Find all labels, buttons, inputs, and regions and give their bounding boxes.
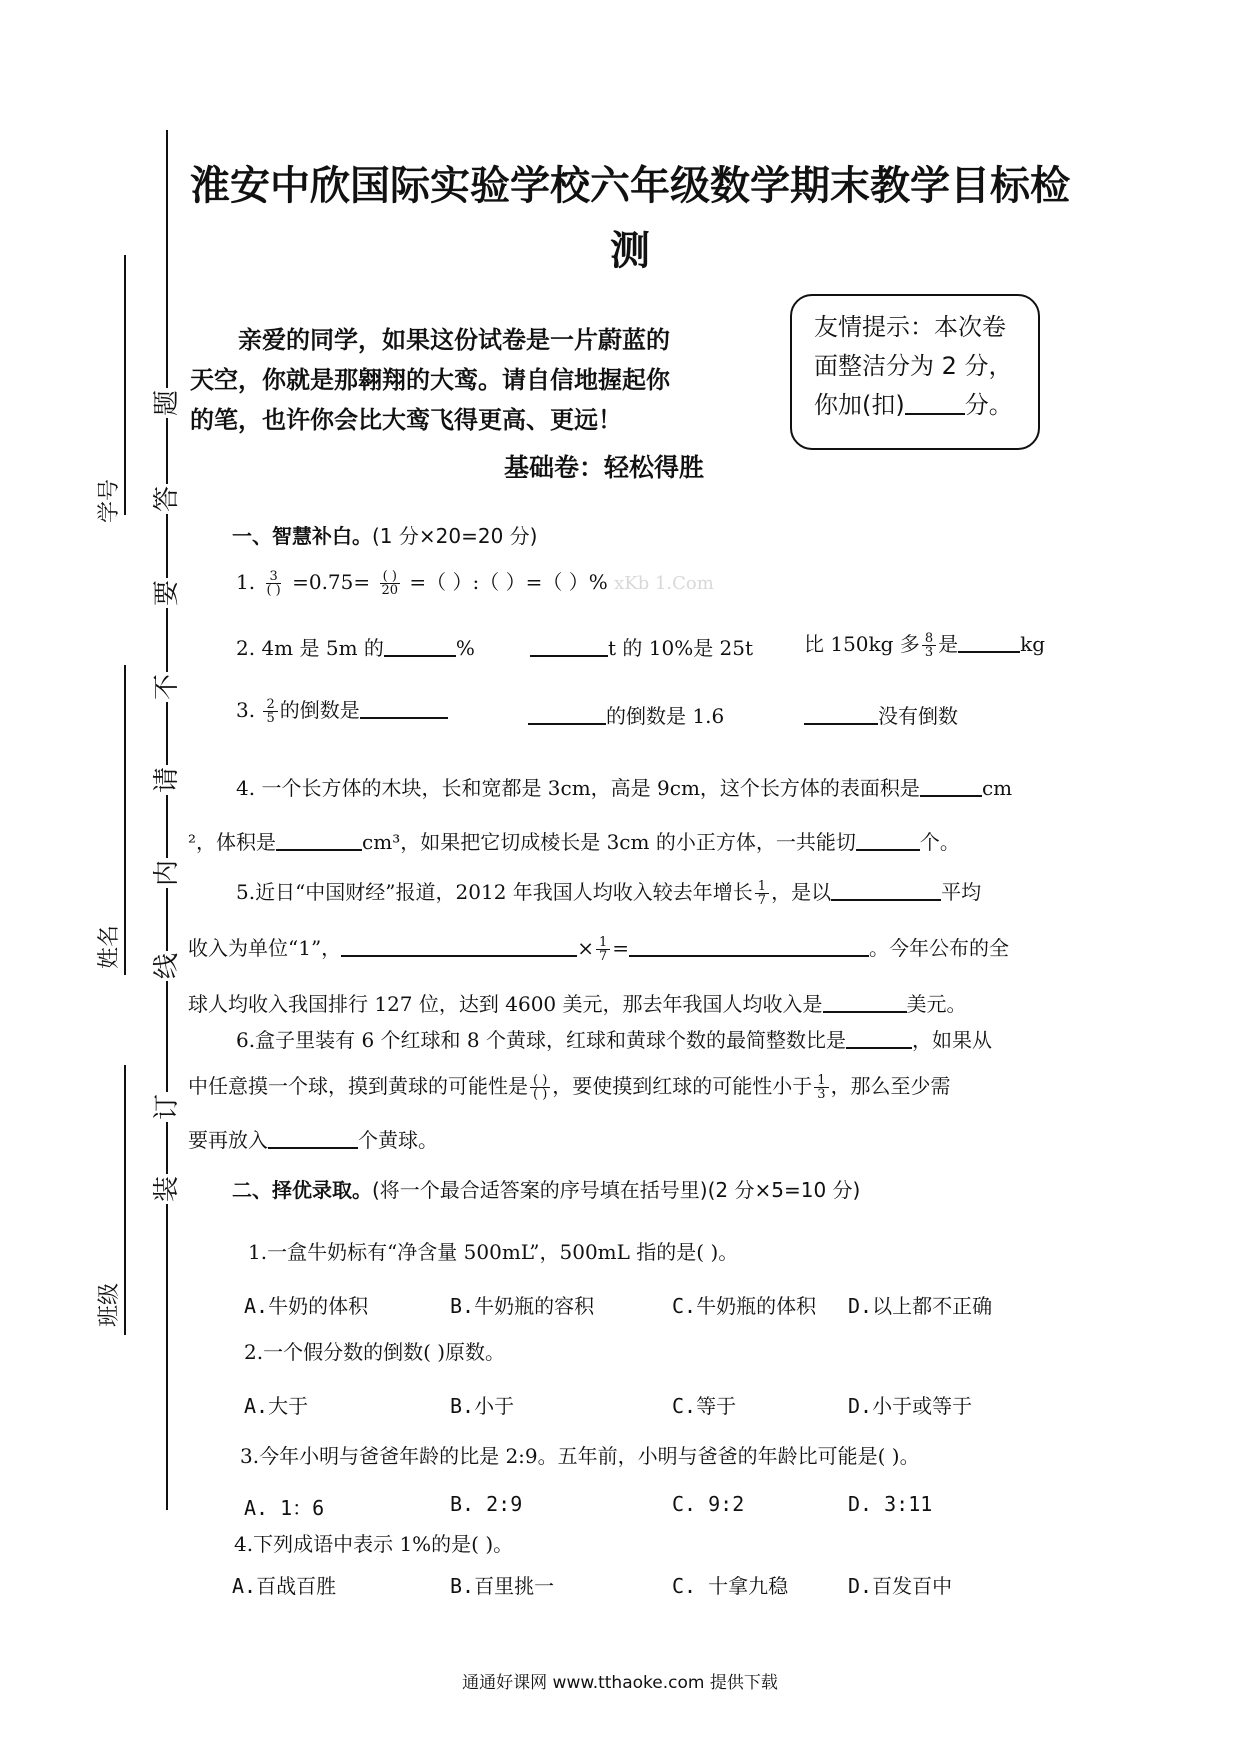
q5-text: = xyxy=(612,936,629,960)
fraction-numerator: 3 xyxy=(266,570,280,584)
question-6-line2 xyxy=(188,1070,951,1101)
fraction-denominator: 5 xyxy=(266,711,275,726)
seal-char: 订 xyxy=(152,1094,182,1121)
q6-text: ，那么至少需 xyxy=(830,1074,951,1098)
question-6-line3 xyxy=(188,1124,438,1153)
probability-fraction[interactable] xyxy=(530,1074,550,1101)
mc-option[interactable]: B.百里挑一 xyxy=(450,1574,555,1598)
q1-text: =（ ）:（ ）=（ ）% xyxy=(409,570,608,594)
mc-option[interactable]: A.百战百胜 xyxy=(232,1574,337,1598)
mc-option[interactable]: B. 2:9 xyxy=(450,1492,523,1516)
fraction-denominator: 7 xyxy=(598,949,608,964)
fraction-numerator: 8 xyxy=(922,632,936,646)
question-5-line2 xyxy=(188,932,1009,963)
question-number: 1. xyxy=(236,570,256,594)
section-subtitle: 基础卷：轻松得胜 xyxy=(504,453,705,482)
question-2c xyxy=(804,628,1045,659)
seal-char: 线 xyxy=(152,953,182,980)
mc-option[interactable]: C.牛奶瓶的体积 xyxy=(672,1294,817,1318)
q4-text: 个。 xyxy=(919,830,960,854)
answer-blank[interactable] xyxy=(804,703,878,725)
fraction xyxy=(814,1074,828,1101)
answer-blank[interactable] xyxy=(360,697,448,719)
fraction-numerator[interactable]: ( ) xyxy=(530,1074,550,1088)
question-2b xyxy=(530,632,753,661)
question-5-line1 xyxy=(236,876,981,907)
q5-text: 收入为单位“1”， xyxy=(188,936,342,960)
mc-question: 2.一个假分数的倒数( )原数。 xyxy=(244,1340,506,1364)
intro-line: 的笔，也许你会比大鸾飞得更高、更远！ xyxy=(190,406,622,434)
question-3 xyxy=(236,694,448,725)
fraction-numerator: 2 xyxy=(263,698,277,712)
class-label: 班级 xyxy=(97,1283,122,1328)
fraction-numerator[interactable]: ( ) xyxy=(380,570,400,584)
q2-text: 是 xyxy=(938,632,959,656)
q5-text: 球人均收入我国排行 127 位，达到 4600 美元，那去年我国人均收入是 xyxy=(188,992,823,1016)
fraction-denominator: 20 xyxy=(381,583,399,598)
fraction xyxy=(263,698,277,725)
q6-text: 6.盒子里装有 6 个红球和 8 个黄球，红球和黄球个数的最简整数比是 xyxy=(236,1028,846,1052)
intro-line: 亲爱的同学，如果这份试卷是一片蔚蓝的 xyxy=(238,326,670,354)
fraction xyxy=(755,880,769,907)
answer-blank[interactable] xyxy=(276,829,362,851)
fraction-denominator: 3 xyxy=(817,1087,826,1102)
section-2-title: 二、择优录取。 xyxy=(232,1178,372,1202)
q6-text: ，要使摸到红球的可能性小于 xyxy=(552,1074,813,1098)
answer-blank[interactable] xyxy=(831,879,941,901)
question-number: 3. xyxy=(236,698,256,722)
watermark: xKb 1.Com xyxy=(614,573,714,594)
fraction xyxy=(263,570,283,597)
student-name-label: 姓名 xyxy=(97,925,122,970)
tip-line: 分。 xyxy=(964,391,1013,419)
fraction-numerator: 1 xyxy=(814,1074,828,1088)
q3-text: 没有倒数 xyxy=(878,704,958,728)
question-2 xyxy=(236,632,475,661)
tip-line: 你加(扣) xyxy=(814,391,905,419)
question-5-line3 xyxy=(188,988,967,1017)
fraction xyxy=(379,570,402,597)
fraction xyxy=(922,632,936,659)
answer-blank[interactable] xyxy=(341,935,577,957)
footer-credit[interactable]: 通通好课网 www.tthaoke.com 提供下载 xyxy=(462,1673,778,1693)
section-2-note: (将一个最合适答案的序号填在括号里)(2 分×5=10 分) xyxy=(372,1178,861,1202)
q4-text: cm³，如果把它切成棱长是 3cm 的小正方体，一共能切 xyxy=(362,830,856,854)
q6-text: ，如果从 xyxy=(911,1028,992,1052)
answer-blank[interactable] xyxy=(268,1127,358,1149)
q2-text: t 的 10%是 25t xyxy=(608,636,754,660)
q3-text: 的倒数是 1.6 xyxy=(606,704,725,728)
q5-text: 。今年公布的全 xyxy=(869,936,1009,960)
mc-option[interactable]: D.百发百中 xyxy=(848,1574,953,1598)
answer-blank[interactable] xyxy=(629,935,869,957)
seal-char: 不 xyxy=(152,674,182,701)
question-3c xyxy=(804,700,958,729)
q4-text: cm xyxy=(981,776,1013,800)
answer-blank[interactable] xyxy=(846,1027,912,1049)
q2-text: kg xyxy=(1020,632,1046,656)
mc-option[interactable]: D.以上都不正确 xyxy=(848,1294,993,1318)
answer-blank[interactable] xyxy=(856,829,920,851)
section-1-heading xyxy=(232,520,537,549)
q4-text: 4. 一个长方体的木块，长和宽都是 3cm，高是 9cm，这个长方体的表面积是 xyxy=(236,776,920,800)
mc-option[interactable]: A.大于 xyxy=(244,1394,309,1418)
question-3b xyxy=(528,700,724,729)
q5-text: 5.近日“中国财经”报道，2012 年我国人均收入较去年增长 xyxy=(236,880,753,904)
q4-text: ²，体积是 xyxy=(188,830,277,854)
q6-text: 要再放入 xyxy=(188,1128,268,1152)
question-1 xyxy=(236,566,714,597)
q5-text: × xyxy=(577,936,594,960)
mc-option[interactable]: A.牛奶的体积 xyxy=(244,1294,369,1318)
seal-char: 题 xyxy=(152,390,182,417)
seal-char: 请 xyxy=(152,767,182,794)
mc-option[interactable]: D.小于或等于 xyxy=(848,1394,973,1418)
neatness-score-blank[interactable] xyxy=(905,389,965,415)
question-4-line2 xyxy=(188,826,960,855)
q2-text: 2. 4m 是 5m 的 xyxy=(236,636,384,660)
q6-text: 中任意摸一个球，摸到黄球的可能性是 xyxy=(188,1074,528,1098)
answer-blank[interactable] xyxy=(920,775,982,797)
intro-text xyxy=(190,320,710,440)
seal-char: 内 xyxy=(152,860,182,887)
section-1-title: 一、智慧补白。 xyxy=(232,524,372,548)
section-1-note: (1 分×20=20 分) xyxy=(372,524,538,548)
question-4-line1 xyxy=(236,772,1012,801)
mc-option[interactable]: C. 9:2 xyxy=(672,1492,745,1516)
mc-option[interactable]: D. 3:11 xyxy=(848,1492,933,1516)
mc-option[interactable]: B.小于 xyxy=(450,1394,515,1418)
intro-line: 天空，你就是那翱翔的大鸾。请自信地握起你 xyxy=(190,366,670,394)
mc-question: 3.今年小明与爸爸年龄的比是 2:9。五年前，小明与爸爸的年龄比可能是( )。 xyxy=(240,1444,920,1468)
q5-text: ，是以 xyxy=(771,880,832,904)
tip-box xyxy=(790,294,1040,450)
answer-blank[interactable] xyxy=(958,631,1020,653)
q2-text: 比 150kg 多 xyxy=(804,632,920,656)
seal-char: 装 xyxy=(152,1176,182,1203)
page-title-cont: 测 xyxy=(610,228,650,274)
seal-char: 答 xyxy=(152,486,182,513)
mc-option[interactable]: A. 1：6 xyxy=(244,1496,325,1520)
answer-blank[interactable] xyxy=(384,635,456,657)
student-id-label: 学号 xyxy=(97,479,122,524)
seal-char: 要 xyxy=(152,580,182,607)
q1-text: =0.75= xyxy=(292,570,371,594)
fraction xyxy=(596,936,610,963)
tip-line: 友情提示：本次卷 xyxy=(814,313,1006,341)
fraction-denominator: 3 xyxy=(924,645,934,660)
q2-text: % xyxy=(455,636,475,660)
mc-option[interactable]: C. 十拿九稳 xyxy=(672,1574,789,1598)
fraction-denominator[interactable]: ( ) xyxy=(266,583,281,598)
answer-blank[interactable] xyxy=(528,703,606,725)
page-title: 淮安中欣国际实验学校六年级数学期末教学目标检 xyxy=(190,163,1070,209)
mc-option[interactable]: C.等于 xyxy=(672,1394,737,1418)
mc-question: 1.一盒牛奶标有“净含量 500mL”，500mL 指的是( )。 xyxy=(248,1240,739,1264)
answer-blank[interactable] xyxy=(823,991,907,1013)
question-6-line1 xyxy=(236,1024,992,1053)
q6-text: 个黄球。 xyxy=(358,1128,438,1152)
fraction-denominator: 7 xyxy=(757,893,767,908)
mc-option[interactable]: B.牛奶瓶的容积 xyxy=(450,1294,595,1318)
q3-text: 的倒数是 xyxy=(279,698,360,722)
fraction-denominator[interactable]: ( ) xyxy=(533,1087,548,1102)
fraction-numerator: 1 xyxy=(755,880,769,894)
section-2-heading xyxy=(232,1174,860,1203)
fraction-numerator: 1 xyxy=(596,936,610,950)
mc-question: 4.下列成语中表示 1%的是( )。 xyxy=(234,1532,514,1556)
answer-blank[interactable] xyxy=(530,635,608,657)
q5-text: 平均 xyxy=(941,880,982,904)
tip-line: 面整洁分为 2 分， xyxy=(814,352,1013,380)
q5-text: 美元。 xyxy=(906,992,967,1016)
seal-line xyxy=(166,130,168,1510)
